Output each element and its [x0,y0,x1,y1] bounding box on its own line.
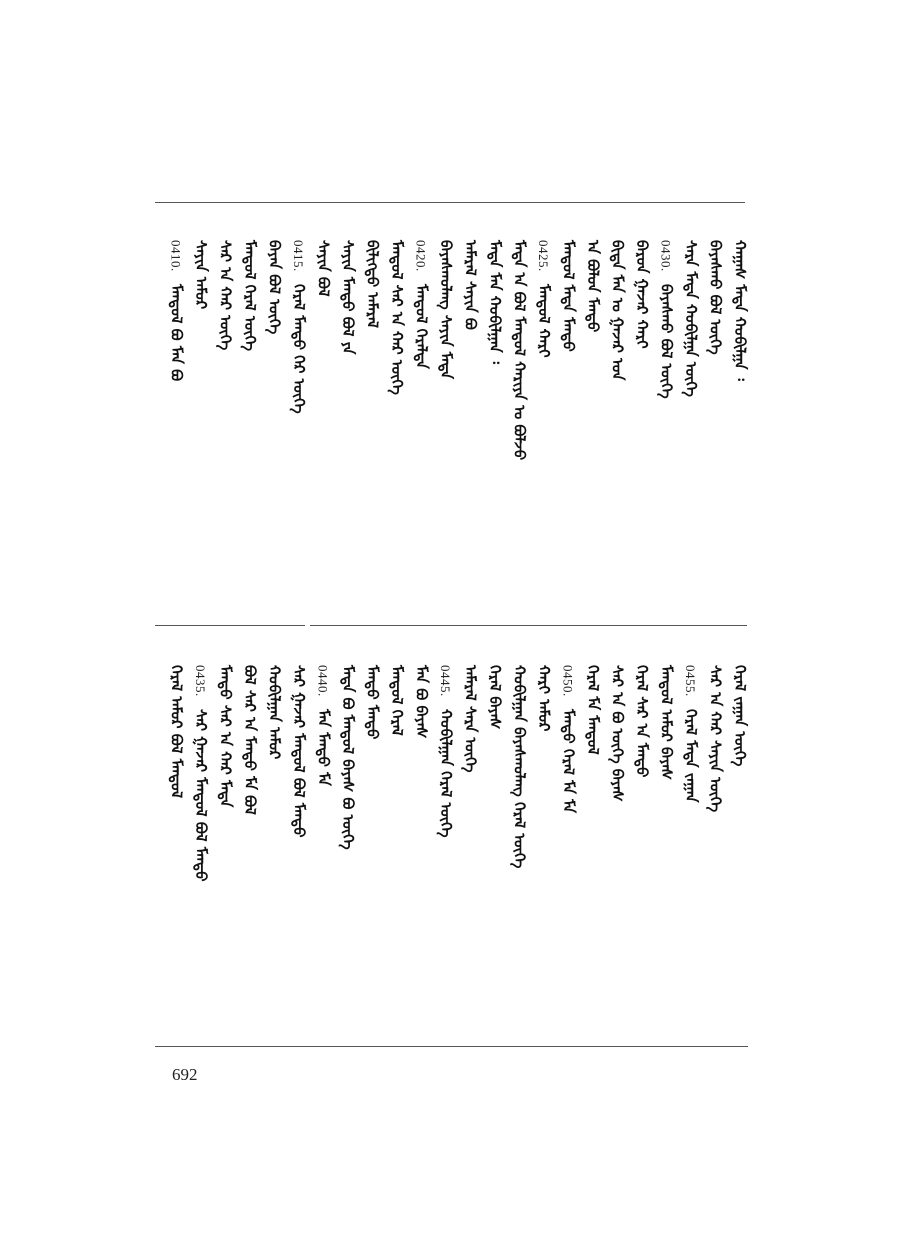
verse-text: ᠠᠮᠠᠷᠠᠯ ᠰᠠᠶᠢᠨ ᠪᠣ [461,240,480,330]
verse-number: 0430. [658,240,674,272]
verse-text: ᠮᠠᠨᠳᠤ ᠰᠠᠷ ᠠ ᠬᠠᠷ ᠮᠡᠳᠡ [216,665,235,808]
verse-text: ᠭᠡᠷᠡᠯ ᠰᠠᠷ ᠠ ᠮᠠᠨᠳᠤ [633,665,651,778]
verse-text: ᠮᠠᠨᠳᠤᠯ ᠭᠡᠷᠡᠯᠲᠡ [412,284,431,369]
verse-number: 0410. [168,240,184,272]
verse-text: ᠰᠠᠷᠠ ᠮᠡᠳᠡ ᠬᠤᠪᠢᠯᠭᠠ ᠦᠭᠡ [682,240,700,397]
verse-text: ᠰᠠᠶᠢᠨ ᠮᠠᠨᠳᠤ ᠪᠣᠯ ᠶᠠ [339,240,357,355]
verse-text: ᠬᠠᠭᠠᠰ ᠮᠡᠳᠡ ᠬᠤᠪᠢᠯᠭᠠ ᠄ [731,240,749,381]
verse-text: ᠮᠠᠨᠳᠤᠯ ᠰᠠᠷ ᠠ ᠬᠠᠷ ᠦᠭᠡ [388,240,406,395]
verse-text: ᠰᠠᠶᠢᠨ ᠪᠣᠯ [314,240,333,297]
top-rule [155,202,745,203]
page-number: 692 [172,1065,198,1084]
verse-text: ᠭᠡᠷᠡᠯ ᠵᠠᠭᠠᠨ ᠦᠭᠡ [731,665,749,767]
verse-text: ᠪᠠᠶᠠᠰᠬᠤᠯᠠᠩ ᠰᠠᠶᠢᠨ ᠮᠡᠳᠡ [437,240,455,379]
verse-text: ᠮᠡᠳᠡ ᠪᠣ ᠮᠠᠨᠳᠤᠯ ᠪᠠᠶᠠᠰ ᠪᠣ ᠦᠭᠡ [339,665,357,850]
verse-text: ᠪᠣᠯ ᠰᠠᠷ ᠠ ᠮᠠᠨᠳᠤ ᠮᠡ ᠪᠣᠯ [241,665,259,815]
verse-text: ᠪᠠᠶᠠᠰᠬᠤ ᠪᠣᠯ ᠦᠭᠡ [657,284,676,399]
middle-rule-left [155,625,305,626]
verse-text: ᠭᠡᠷᠡᠯ ᠮᠡ ᠮᠠᠨᠳᠤᠯ [584,665,602,755]
verse-text: ᠬᠠᠷᠢ ᠠᠮᠤᠷ [535,665,553,732]
verse-text: ᠪᠢᠳᠡ ᠮᠠᠨ ᠤ ᠭᠠᠵᠠᠷ ᠤᠨ [608,240,627,381]
verse-text: ᠭᠡᠷᠡᠯ ᠮᠠᠨᠳᠤ ᠭᠡᠷ ᠦᠭᠡ [290,284,308,414]
verse-text: ᠪᠠᠷᠤᠨ ᠭᠠᠵᠠᠷ ᠬᠠᠷᠢ [633,240,651,349]
verse-text: ᠰᠠᠷ ᠭᠠᠵᠠᠷ ᠮᠠᠨᠳᠤᠯ ᠪᠣᠯ ᠮᠠᠨᠳᠤ [290,665,308,838]
verse-text: ᠬᠤᠪᠢᠯᠭᠠᠨ ᠭᠡᠷᠡᠯ ᠦᠭᠡ [437,709,455,838]
verse-text: ᠮᠡᠳᠡ ᠮᠠᠨ ᠬᠤᠪᠢᠯᠭᠠᠨ ᠄ [486,240,504,364]
bottom-verse-block [155,665,749,1045]
verse-number: 0415. [291,240,306,272]
verse-number: 0440. [315,665,331,697]
verse-text: ᠮᠠᠨ ᠮᠠᠨᠳᠤ ᠮᠡ [314,709,333,786]
verse-text: ᠪᠠᠶᠠᠰᠬᠤ ᠪᠣᠯ ᠦᠭᠡ [706,240,725,355]
verse-text: ᠪᠠᠶᠠᠨ ᠪᠣᠯ ᠦᠭᠡ [265,240,284,335]
verse-text: ᠬᠤᠪᠢᠯᠭᠠᠨ ᠪᠠᠶᠠᠰᠬᠤᠯᠠᠩ ᠭᠡᠷᠡᠯ ᠦᠭᠡ [510,665,529,869]
top-verse-block [155,240,749,620]
verse-text: ᠮᠡᠳᠡ ᠠ ᠪᠣᠯ ᠮᠠᠨᠳᠤᠯ ᠬᠠᠷᠢᠶᠠ ᠣ ᠪᠣᠯᠵᠤ [510,240,529,461]
verse-text: ᠮᠠᠨᠳᠤᠯ ᠭᠡᠷᠡᠯ ᠦᠭᠡ [241,240,259,352]
verse-text: ᠮᠠᠨᠳᠤ ᠭᠡᠷᠡᠯ ᠮᠡ ᠮᠡ [559,709,578,813]
verse-text: ᠮᠠᠨ ᠪᠣ ᠪᠠᠶᠠᠰ [412,665,431,739]
verse-text: ᠰᠠᠷ ᠠ ᠬᠠᠷ ᠰᠠᠶᠢᠨ ᠦᠭᠡ [706,665,725,813]
verse-text: ᠠᠮᠠᠷᠠᠯ ᠰᠠᠷᠠ ᠦᠭᠡ [461,665,480,773]
verse-text: ᠰᠠᠶᠢᠨ ᠠᠮᠤᠷ [192,240,210,310]
verse-text: ᠭᠡᠷᠡᠯ ᠪᠠᠶᠠᠰ [486,665,504,730]
verse-number: 0425. [536,240,551,272]
verse-text: ᠭᠡᠷᠡᠯ ᠠᠮᠤᠷ ᠪᠣᠯ ᠮᠠᠨᠳᠤᠯ [167,665,186,799]
verse-text: ᠪᠢᠯᠢᠭᠲᠦ ᠠᠮᠠᠷᠠᠯ [363,240,382,329]
verse-text: ᠭᠡᠷᠡᠯ ᠮᠡᠳᠡ ᠵᠠᠭᠠᠨ [682,709,700,803]
verse-text: ᠠ ᠪᠣᠯᠤᠨ ᠮᠠᠨᠳᠤ [584,240,602,333]
verse-text: ᠮᠠᠨᠳᠤᠯ ᠠᠮᠤᠷ ᠪᠠᠶᠠᠰ [657,665,676,780]
verse-text: ᠮᠠᠨᠳᠤᠯ ᠬᠠᠷᠢ [535,284,553,358]
verse-number: 0420. [413,240,429,272]
bottom-rule [155,1046,748,1047]
verse-text: ᠰᠠᠷ ᠠ ᠬᠠᠷ ᠦᠭᠡ [216,240,235,351]
verse-text: ᠮᠠᠨᠳᠤᠯ ᠭᠡᠷᠡᠯ [388,665,406,736]
verse-number: 0455. [683,665,698,697]
verse-text: ᠮᠠᠨᠳᠤᠯ ᠮᠡᠳᠡ ᠮᠠᠨᠳᠤ [559,240,578,352]
verse-number: 0445. [438,665,453,697]
verse-number: 0450. [560,665,576,697]
verse-text: ᠰᠠᠷ ᠭᠠᠵᠠᠷ ᠮᠠᠨᠳᠤᠯ ᠪᠣᠯ ᠮᠠᠨᠳᠤ [192,709,210,882]
verse-number: 0435. [193,665,208,697]
middle-rule-right [310,625,747,626]
verse-text: ᠮᠠᠨᠳᠤᠯ ᠪᠣ ᠮᠠᠨ ᠪᠣ [167,284,186,382]
verse-text: ᠮᠠᠨᠳᠤ ᠮᠠᠨᠳᠤ [363,665,382,740]
verse-text: ᠰᠠᠷ ᠠ ᠪᠣ ᠦᠭᠡ ᠪᠠᠶᠠᠰ [608,665,627,802]
verse-text: ᠬᠤᠪᠢᠯᠭᠠᠨ ᠠᠮᠤᠷ [265,665,284,760]
